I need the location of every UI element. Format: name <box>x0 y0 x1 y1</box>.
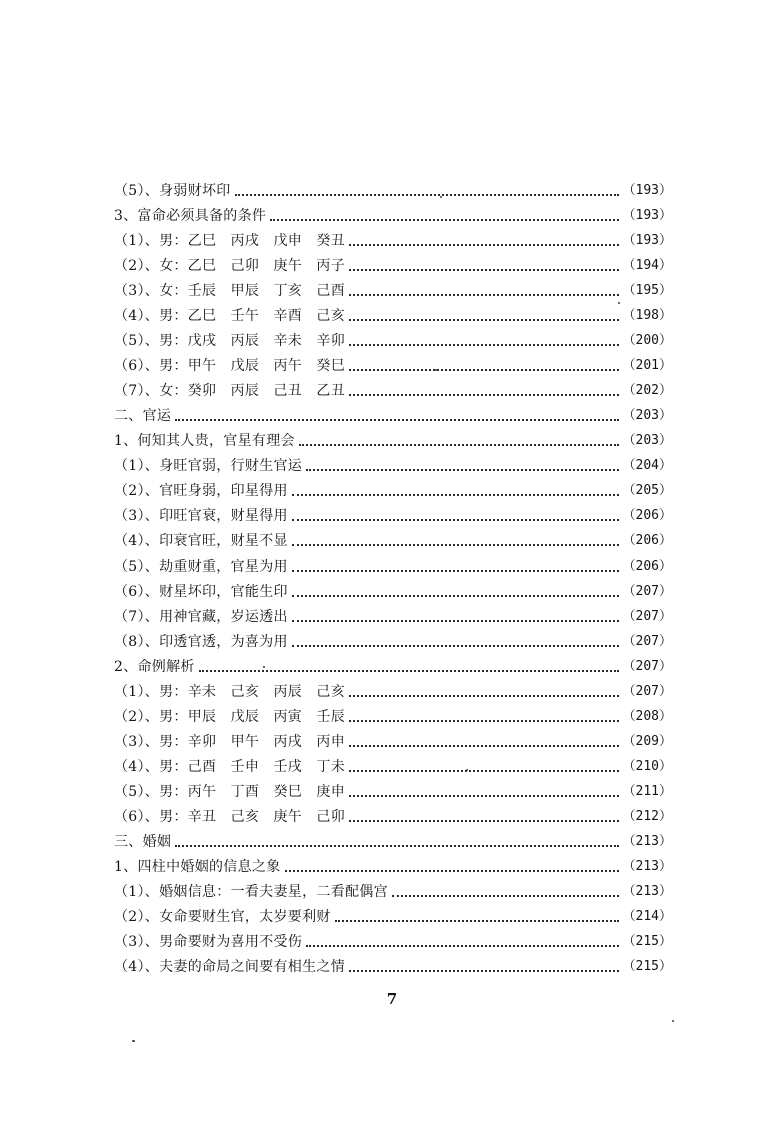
toc-dot-leader <box>349 269 619 271</box>
scan-speck <box>618 302 620 304</box>
toc-entry-title: （3）、印旺官衰，财星得用 <box>114 508 288 525</box>
toc-entry-title: （4）、男：己酉 壬申 壬戌 丁未 <box>114 758 346 775</box>
toc-dot-leader <box>292 595 619 597</box>
scan-speck <box>440 196 442 198</box>
scan-speck <box>672 1020 674 1022</box>
toc-entry-title: （4）、男：乙巳 壬午 辛酉 己亥 <box>114 308 346 325</box>
toc-entry-page: （194） <box>622 258 672 274</box>
table-of-contents <box>114 175 672 976</box>
toc-entry <box>114 951 672 976</box>
toc-entry <box>114 651 672 676</box>
toc-entry-title: 1、四柱中婚姻的信息之象 <box>114 858 281 875</box>
toc-entry-page: （202） <box>622 383 672 399</box>
toc-entry-page: （207） <box>622 633 672 649</box>
toc-entry-title: （6）、男：辛丑 己亥 庚午 己卯 <box>114 808 346 825</box>
toc-entry-page: （213） <box>622 858 672 874</box>
toc-entry <box>114 550 672 575</box>
toc-dot-leader <box>349 770 619 772</box>
toc-entry-title: （4）、印衰官旺，财星不显 <box>114 533 288 550</box>
scan-speck <box>263 666 265 668</box>
toc-entry-page: （195） <box>622 283 672 299</box>
toc-entry <box>114 876 672 901</box>
toc-entry-page: （212） <box>622 808 672 824</box>
toc-dot-leader <box>349 369 619 371</box>
toc-dot-leader <box>175 845 618 847</box>
toc-entry-page: （205） <box>622 483 672 499</box>
toc-entry-page: （206） <box>622 533 672 549</box>
toc-dot-leader <box>285 870 619 872</box>
toc-entry <box>114 701 672 726</box>
toc-dot-leader <box>235 194 619 196</box>
toc-entry <box>114 901 672 926</box>
toc-entry-page: （207） <box>622 608 672 624</box>
toc-entry-title: 二、官运 <box>114 408 172 425</box>
toc-dot-leader <box>349 720 619 722</box>
toc-entry <box>114 776 672 801</box>
toc-dot-leader <box>299 444 619 446</box>
toc-entry-page: （203） <box>622 408 672 424</box>
toc-dot-leader <box>306 469 618 471</box>
toc-entry <box>114 525 672 550</box>
toc-entry <box>114 275 672 300</box>
toc-entry-title: （1）、男：乙巳 丙戌 戊申 癸丑 <box>114 233 346 250</box>
toc-dot-leader <box>335 920 619 922</box>
toc-entry-title: （5）、身弱财坏印 <box>114 183 231 200</box>
toc-entry-page: （215） <box>622 959 672 974</box>
toc-entry-title: （2）、女：乙巳 己卯 庚午 丙子 <box>114 258 346 275</box>
toc-entry-title: （2）、女命要财生官，太岁要利财 <box>114 908 331 925</box>
toc-entry-page: （207） <box>622 658 672 674</box>
toc-entry <box>114 851 672 876</box>
toc-dot-leader <box>349 244 619 246</box>
toc-entry-title: （3）、女：壬辰 甲辰 丁亥 己酉 <box>114 283 346 300</box>
toc-dot-leader <box>349 294 619 296</box>
toc-entry-title: （1）、婚姻信息：一看夫妻星，二看配偶宫 <box>114 883 388 900</box>
toc-entry <box>114 576 672 601</box>
toc-entry-title: （3）、男命要财为喜用不受伤 <box>114 933 303 950</box>
toc-entry <box>114 400 672 425</box>
toc-entry-title: （5）、劫重财重，官星为用 <box>114 558 288 575</box>
toc-dot-leader <box>392 895 619 897</box>
toc-dot-leader <box>349 795 619 797</box>
toc-entry-title: （1）、身旺官弱，行财生官运 <box>114 458 303 475</box>
toc-entry-title: 三、婚姻 <box>114 833 172 850</box>
toc-entry <box>114 475 672 500</box>
toc-entry <box>114 626 672 651</box>
toc-dot-leader <box>292 620 619 622</box>
toc-entry-page: （213） <box>622 833 672 849</box>
toc-entry-title: 3、富命必须具备的条件 <box>114 208 267 225</box>
toc-entry-page: （213） <box>622 883 672 899</box>
toc-entry <box>114 425 672 450</box>
toc-entry <box>114 726 672 751</box>
toc-entry-page: （203） <box>622 433 672 449</box>
toc-entry-title: 2、命例解析 <box>114 658 195 675</box>
toc-dot-leader <box>292 645 619 647</box>
scan-speck <box>435 369 437 371</box>
page-number: 7 <box>386 990 398 1008</box>
scan-speck <box>466 769 468 771</box>
toc-entry-title: （1）、男：辛未 己亥 丙辰 己亥 <box>114 683 346 700</box>
toc-dot-leader <box>292 570 619 572</box>
toc-dot-leader <box>175 419 618 421</box>
toc-dot-leader <box>349 319 619 321</box>
toc-entry <box>114 676 672 701</box>
toc-entry-page: （206） <box>622 558 672 574</box>
toc-dot-leader <box>270 219 618 221</box>
toc-entry <box>114 200 672 225</box>
toc-entry-title: （2）、男：甲辰 戊辰 丙寅 壬辰 <box>114 708 346 725</box>
toc-dot-leader <box>306 945 618 947</box>
toc-entry-title: （7）、女：癸卯 丙辰 己丑 乙丑 <box>114 383 346 400</box>
toc-entry-page: （198） <box>622 308 672 324</box>
toc-entry <box>114 751 672 776</box>
toc-entry <box>114 801 672 826</box>
toc-entry-title: （3）、男：辛卯 甲午 丙戌 丙申 <box>114 733 346 750</box>
toc-entry-page: （214） <box>622 908 672 924</box>
toc-dot-leader <box>292 519 619 521</box>
toc-entry-page: （193） <box>622 233 672 249</box>
toc-entry-page: （207） <box>622 583 672 599</box>
toc-dot-leader <box>349 394 619 396</box>
toc-entry-page: （207） <box>622 683 672 699</box>
toc-entry-title: （5）、男：戊戌 丙辰 辛未 辛卯 <box>114 333 346 350</box>
toc-entry <box>114 500 672 525</box>
toc-dot-leader <box>292 494 619 496</box>
toc-entry <box>114 325 672 350</box>
toc-entry-title: （5）、男：丙午 丁酉 癸巳 庚申 <box>114 783 346 800</box>
toc-dot-leader <box>349 344 619 346</box>
toc-entry <box>114 250 672 275</box>
toc-entry <box>114 375 672 400</box>
toc-dot-leader <box>349 820 619 822</box>
toc-entry-page: （193） <box>622 208 672 224</box>
toc-entry-title: （8）、印透官透，为喜为用 <box>114 633 288 650</box>
toc-entry-page: （208） <box>622 708 672 724</box>
toc-dot-leader <box>292 544 619 546</box>
toc-entry-page: （200） <box>622 333 672 349</box>
toc-entry-page: （193） <box>622 183 672 199</box>
toc-entry-page: （201） <box>622 358 672 374</box>
toc-entry-title: （6）、男：甲午 戊辰 丙午 癸巳 <box>114 358 346 375</box>
toc-entry-title: （7）、用神官藏，岁运透出 <box>114 608 288 625</box>
toc-entry-page: （215） <box>622 933 672 949</box>
toc-entry-title: 1、何知其人贵，官星有理会 <box>114 433 295 450</box>
toc-entry-page: （204） <box>622 458 672 474</box>
toc-dot-leader <box>349 695 619 697</box>
toc-dot-leader <box>199 670 619 672</box>
toc-entry-page: （211） <box>622 783 672 799</box>
toc-entry <box>114 300 672 325</box>
toc-dot-leader <box>349 745 619 747</box>
toc-entry <box>114 601 672 626</box>
toc-entry-title: （4）、夫妻的命局之间要有相生之情 <box>114 959 346 975</box>
toc-entry-page: （209） <box>622 733 672 749</box>
toc-entry <box>114 175 672 200</box>
toc-entry <box>114 926 672 951</box>
toc-entry <box>114 225 672 250</box>
toc-dot-leader <box>349 970 619 972</box>
toc-entry-title: （6）、财星坏印，官能生印 <box>114 583 288 600</box>
toc-entry <box>114 350 672 375</box>
scan-speck <box>132 1040 135 1042</box>
toc-entry-page: （210） <box>622 758 672 774</box>
toc-entry-title: （2）、官旺身弱，印星得用 <box>114 483 288 500</box>
toc-entry <box>114 450 672 475</box>
toc-entry-page: （206） <box>622 508 672 524</box>
toc-entry <box>114 826 672 851</box>
